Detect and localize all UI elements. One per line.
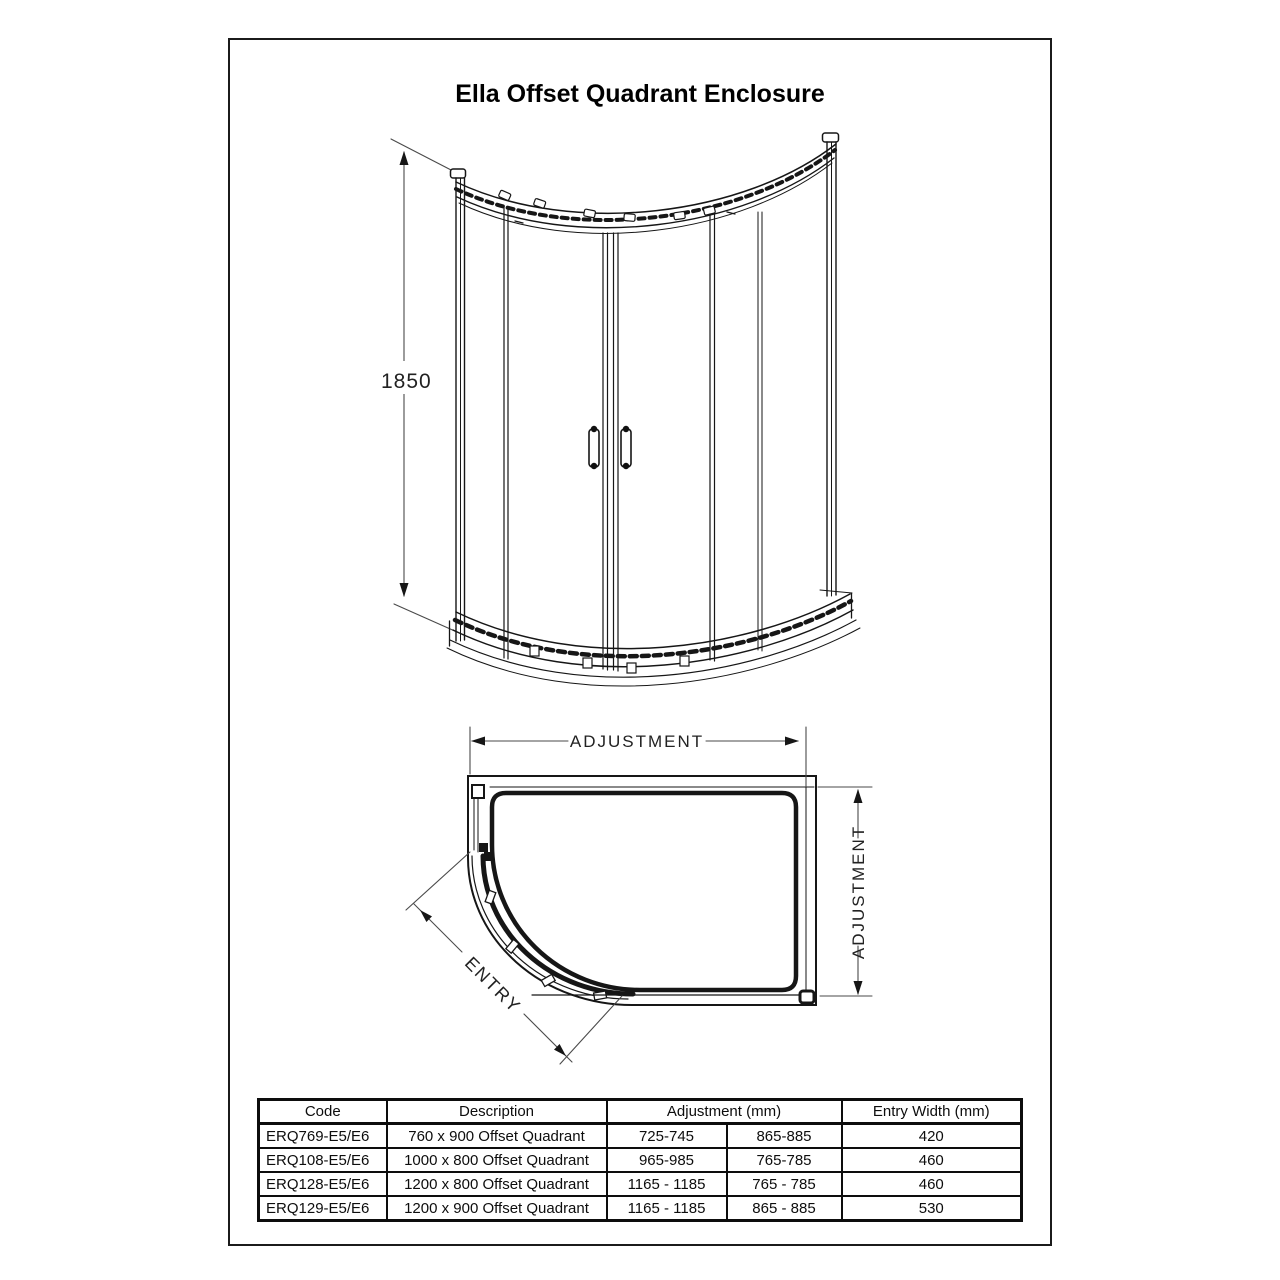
table-row [259, 1172, 1022, 1196]
right-post [823, 133, 839, 596]
cell-adjustment-b: 865-885 [727, 1124, 842, 1149]
plan-outline [468, 776, 816, 1005]
page-title: Ella Offset Quadrant Enclosure [455, 80, 825, 108]
width-dimension-label: ADJUSTMENT [569, 732, 705, 751]
cell-adjustment-a: 725-745 [607, 1124, 727, 1149]
cell-entry-width: 420 [842, 1124, 1022, 1149]
cell-description: 760 x 900 Offset Quadrant [387, 1124, 607, 1149]
cell-code: ERQ108-E5/E6 [259, 1148, 387, 1172]
top-rail [456, 144, 836, 233]
front-elevation-drawing [380, 120, 880, 710]
table-row [259, 1196, 1022, 1221]
header-code: Code [259, 1100, 387, 1124]
cell-adjustment-a: 1165 - 1185 [607, 1196, 727, 1221]
table-row [259, 1124, 1022, 1149]
cell-entry-width: 460 [842, 1148, 1022, 1172]
header-description: Description [387, 1100, 607, 1124]
specification-table [257, 1098, 1023, 1222]
cell-adjustment-a: 965-985 [607, 1148, 727, 1172]
header-entry-width: Entry Width (mm) [842, 1100, 1022, 1124]
cell-description: 1200 x 800 Offset Quadrant [387, 1172, 607, 1196]
cell-code: ERQ128-E5/E6 [259, 1172, 387, 1196]
door-handles [589, 426, 631, 469]
depth-dimension-label: ADJUSTMENT [849, 824, 868, 960]
bottom-rail-tray [447, 590, 860, 686]
cell-code: ERQ129-E5/E6 [259, 1196, 387, 1221]
right-door-handle [621, 429, 631, 467]
cell-adjustment-b: 765-785 [727, 1148, 842, 1172]
cell-entry-width: 530 [842, 1196, 1022, 1221]
entry-dimension-label: ENTRY [460, 952, 526, 1018]
wall-profile-block [472, 785, 484, 798]
cell-description: 1200 x 900 Offset Quadrant [387, 1196, 607, 1221]
table-row [259, 1148, 1022, 1172]
door-frame-verticals [504, 207, 762, 671]
door-stop-block [800, 991, 814, 1003]
cell-adjustment-b: 765 - 785 [727, 1172, 842, 1196]
cell-entry-width: 460 [842, 1172, 1022, 1196]
plan-view-drawing [390, 710, 890, 1095]
cell-adjustment-b: 865 - 885 [727, 1196, 842, 1221]
left-post [451, 169, 466, 641]
table-header-row [259, 1100, 1022, 1124]
header-adjustment: Adjustment (mm) [607, 1100, 842, 1124]
cell-adjustment-a: 1165 - 1185 [607, 1172, 727, 1196]
cell-code: ERQ769-E5/E6 [259, 1124, 387, 1149]
cell-description: 1000 x 800 Offset Quadrant [387, 1148, 607, 1172]
depth-dimension [818, 787, 872, 996]
height-dimension-label: 1850 [381, 370, 432, 393]
left-door-handle [589, 429, 599, 467]
height-dimension [379, 139, 457, 632]
